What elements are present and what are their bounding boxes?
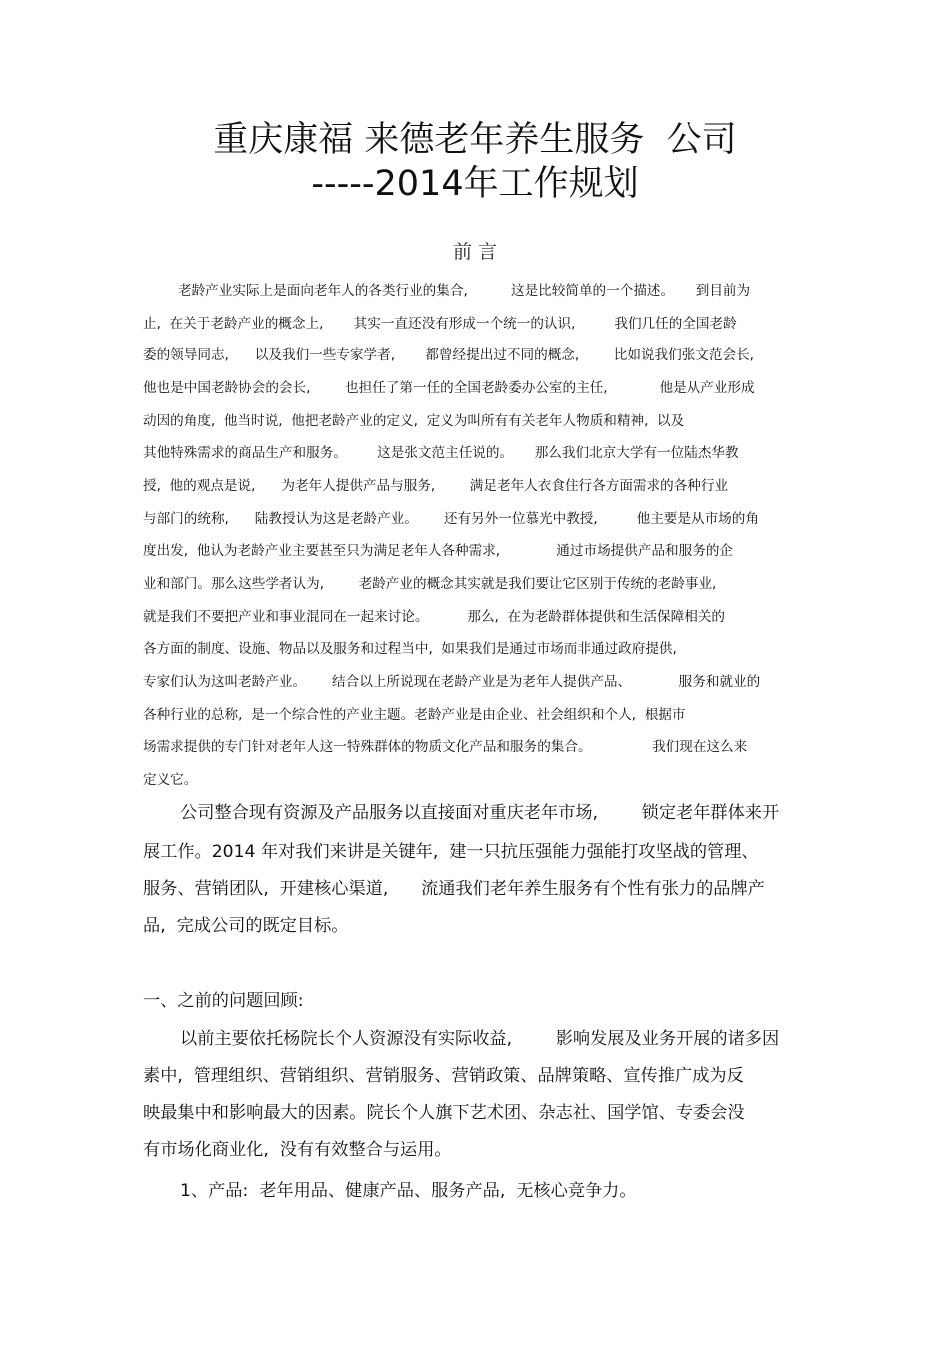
company-paragraph-line: 展工作。2014 年对我们来讲是关键年, 建一只抗压强能力强能打攻坚战的管理、 xyxy=(143,842,759,862)
document-title-line2: -----2014年工作规划 xyxy=(311,164,639,204)
preface-line: 业和部门。那么这些学者认为, 老龄产业的概念其实就是我们要让它区别于传统的老龄事业, xyxy=(143,576,717,592)
item1-text: 1、产品: 老年用品、健康产品、服务产品, 无核心竞争力。 xyxy=(180,1181,637,1201)
preface-line: 动因的角度, 他当时说, 他把老龄产业的定义, 定义为叫所有有关老年人物质和精神, 以及 xyxy=(143,413,685,429)
preface-line: 他也是中国老龄协会的会长, 也担任了第一任的全国老龄委办公室的主任, 他是从产业形成 xyxy=(143,380,755,396)
preface-line: 度出发, 他认为老龄产业主要甚至只为满足老年人各种需求, 通过市场提供产品和服务的企 xyxy=(143,543,734,559)
preface-line: 各方面的制度、设施、物品以及服务和过程当中, 如果我们是通过市场而非通过政府提供, xyxy=(143,641,677,657)
preface-line: 专家们认为这叫老龄产业。 结合以上所说现在老龄产业是为老年人提供产品、 服务和就业的 xyxy=(143,674,761,690)
section1-line: 有市场化商业化, 没有有效整合与运用。 xyxy=(143,1140,452,1160)
preface-line: 各种行业的总称, 是一个综合性的产业主题。老龄产业是由企业、社会组织和个人, 根据市 xyxy=(143,707,686,723)
preface-line: 老龄产业实际上是面向老年人的各类行业的集合, 这是比较简单的一个描述。 到目前为 xyxy=(178,283,751,299)
preface-line: 其他特殊需求的商品生产和服务。 这是张文范主任说的。 那么我们北京大学有一位陆杰华教 xyxy=(143,445,739,461)
section1-line: 映最集中和影响最大的因素。院长个人旗下艺术团、杂志社、国学馆、专委会没 xyxy=(143,1103,745,1123)
section1-line: 以前主要依托杨院长个人资源没有实际收益, 影响发展及业务开展的诸多因 xyxy=(180,1029,780,1049)
preface-line: 委的领导同志, 以及我们一些专家学者, 都曾经提出过不同的概念, 比如说我们张文范会长, xyxy=(143,347,754,363)
company-paragraph-line: 品, 完成公司的既定目标。 xyxy=(143,916,349,936)
preface-line: 授, 他的观点是说, 为老年人提供产品与服务, 满足老年人衣食住行各方面需求的各种行业 xyxy=(143,478,729,494)
preface-line: 与部门的统称, 陆教授认为这是老龄产业。 还有另外一位慕光中教授, 他主要是从市场的角 xyxy=(143,511,759,527)
preface-line: 定义它。 xyxy=(143,772,198,788)
company-paragraph-line: 公司整合现有资源及产品服务以直接面对重庆老年市场, 锁定老年群体来开 xyxy=(180,803,780,823)
section1-heading: 一、之前的问题回顾: xyxy=(143,991,304,1011)
preface-heading: 前 言 xyxy=(452,241,498,263)
preface-line: 场需求提供的专门针对老年人这一特殊群体的物质文化产品和服务的集合。 我们现在这么来 xyxy=(143,739,748,755)
section1-line: 素中, 管理组织、营销组织、营销服务、营销政策、品牌策略、宣传推广成为反 xyxy=(143,1066,744,1086)
preface-line: 就是我们不要把产业和事业混同在一起来讨论。 那么, 在为老龄群体提供和生活保障相关的 xyxy=(143,609,726,625)
preface-line: 止, 在关于老龄产业的概念上, 其实一直还没有形成一个统一的认识, 我们几任的全国老龄 xyxy=(143,316,737,332)
document-title-line1: 重庆康福 来德老年养生服务 公司 xyxy=(213,120,737,160)
company-paragraph-line: 服务、营销团队, 开建核心渠道, 流通我们老年养生服务有个性有张力的品牌产 xyxy=(143,879,765,899)
